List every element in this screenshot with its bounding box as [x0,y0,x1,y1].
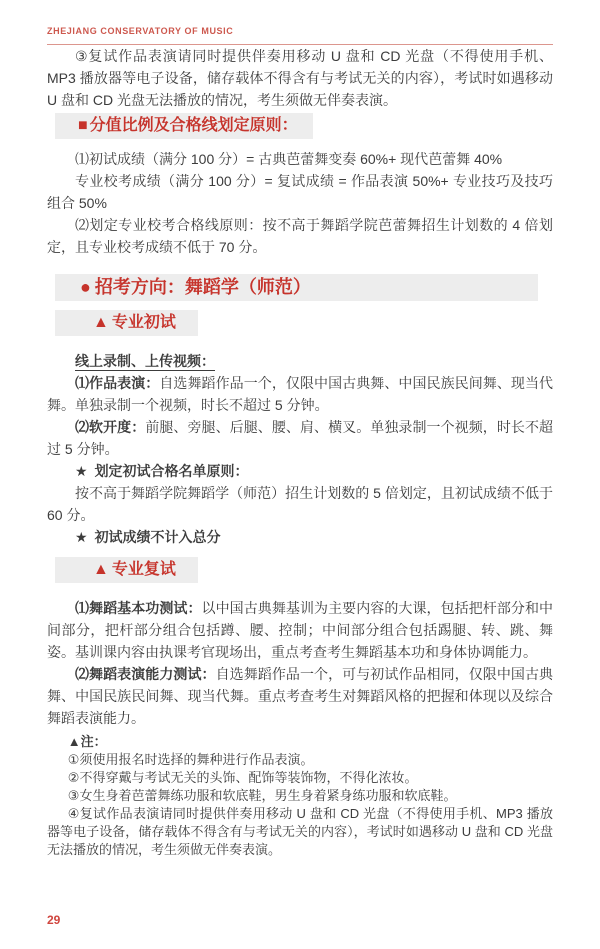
first-round-qualify-rule-text: 按不高于舞蹈学院舞蹈学（师范）招生计划数的 5 倍划定，且初试成绩不低于 60 分。 [47,485,553,523]
first-round-item-1-label: ⑴作品表演： [75,375,160,391]
direction-title: 招考方向：舞蹈学（师范） [94,277,311,297]
first-round-score-note [47,526,553,548]
first-round-item-1 [47,372,553,416]
first-round-subtitle [47,350,553,372]
first-round-subtitle-text: 线上录制、上传视频： [75,353,215,369]
section-heading-first-round [55,310,198,336]
second-round-item-2 [47,663,553,729]
triangle-bullet-icon: ▲ [67,734,81,749]
second-round-item-1-label: ⑴舞蹈基本功测试： [75,600,202,616]
page-content [47,45,553,859]
brand-wordmark: ZHEJIANG CONSERVATORY OF MUSIC [47,26,234,36]
intro-paragraph: ③复试作品表演请同时提供伴奏用移动 U 盘和 CD 光盘（不得使用手机、MP3 播放器等电子设备，储存载体不得含有与考试无关的内容），考试时如遇移动 U 盘和 CD 光盘无法播放的情况，考生须做无伴奏表演。 [47,48,553,108]
second-round-title: 专业复试 [111,561,176,578]
page-number: 29 [47,913,61,927]
second-round-item-1 [47,597,553,663]
page-header [47,26,553,45]
score-paragraph-3: ⑵划定专业校考合格线原则：按不高于舞蹈学院芭蕾舞招生计划数的 4 倍划定，且专业校考成绩不低于 70 分。 [47,217,553,255]
qualify-rule-title-text: 划定初试合格名单原则： [94,463,249,479]
first-round-item-2-text: 前腿、旁腿、后腿、腰、肩、横叉。单独录制一个视频，时长不超过 5 分钟。 [47,419,554,457]
first-round-item-2-label: ⑵软开度： [75,419,146,435]
triangle-bullet-icon: ▲ [93,314,109,331]
notes-heading-text: 注： [80,734,107,749]
second-round-item-2-text: 自选舞蹈作品一个，可与初试作品相同，仅限中国古典舞、中国民族民间舞、现当代舞。重点考查考生对舞蹈风格的把握和体现以及综合舞蹈表演能力。 [47,666,554,726]
score-rules-title: 分值比例及合格线划定原则： [89,117,298,134]
section-heading-second-round [55,557,198,583]
document-page [0,26,600,949]
notes-heading [47,733,553,751]
first-round-title: 专业初试 [111,314,176,331]
note-item-2: ②不得穿戴与考试无关的头饰、配饰等装饰物，不得化浓妆。 [67,770,418,785]
first-round-qualify-rule-title [47,460,553,482]
second-round-item-1-text: 以中国古典舞基训为主要内容的大课，包括把杆部分和中间部分，把杆部分组合包括蹲、腰、控制；中间部分组合包括踢腿、转、跳、舞姿。基训课内容由执课考官现场出，重点考查考生舞蹈基本功和身体协调能力。 [47,600,553,660]
star-icon: ★ [75,463,88,479]
note-item-4: ④复试作品表演请同时提供伴奏用移动 U 盘和 CD 光盘（不得使用手机、MP3 播放器等电子设备，储存载体不得含有与考试无关的内容），考试时如遇移动 U 盘和 CD 光盘无法播放的情况，考生须做无伴奏表演。 [47,806,553,857]
triangle-bullet-icon: ▲ [93,561,109,578]
section-heading-direction [55,274,538,301]
note-item-1: ①须使用报名时选择的舞种进行作品表演。 [67,752,314,767]
second-round-item-2-label: ⑵舞蹈表演能力测试： [75,666,216,682]
score-paragraph-1: ⑴初试成绩（满分 100 分）= 古典芭蕾舞变奏 60%+ 现代芭蕾舞 40% [75,151,503,167]
square-bullet-icon: ■ [78,117,88,134]
star-icon: ★ [75,529,88,545]
first-round-item-2 [47,416,553,460]
notes-section [47,733,553,859]
first-round-item-1-text: 自选舞蹈作品一个，仅限中国古典舞、中国民族民间舞、现当代舞。单独录制一个视频，时长不超过 5 分钟。 [47,375,554,413]
score-note-text: 初试成绩不计入总分 [94,529,221,545]
section-heading-score-rules [55,113,313,139]
score-paragraph-2: 专业校考成绩（满分 100 分）= 复试成绩 = 作品表演 50%+ 专业技巧及技巧组合 50% [47,173,553,211]
note-item-3: ③女生身着芭蕾舞练功服和软底鞋，男生身着紧身练功服和软底鞋。 [67,788,457,803]
circle-bullet-icon: ● [80,277,91,297]
